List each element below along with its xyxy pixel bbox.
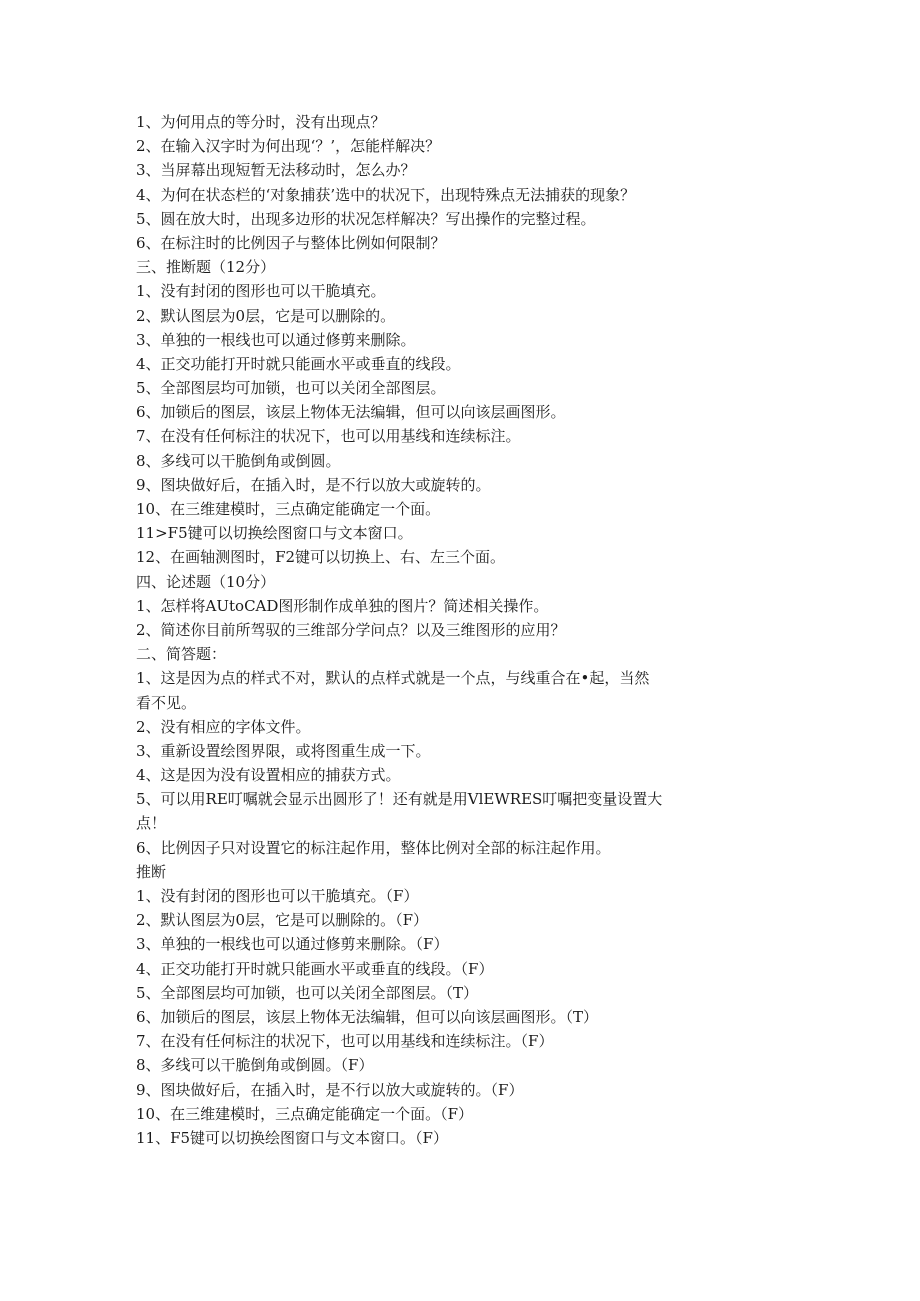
text-line: 6、比例因子只对设置它的标注起作用，整体比例对全部的标注起作用。 <box>136 838 611 857</box>
text-line: 2、默认图层为0层，它是可以删除的。（F） <box>136 911 428 930</box>
text-line: 8、多线可以干脆倒角或倒圆。 <box>136 451 341 470</box>
text-line: 5、可以用RE叮嘱就会显示出圆形了！还有就是用VlEWRES叮嘱把变量设置大 <box>136 790 663 809</box>
text-line: 5、全部图层均可加锁，也可以关闭全部图层。 <box>136 379 446 398</box>
text-line: 5、圆在放大时，出现多边形的状况怎样解决？写出操作的完整过程。 <box>136 209 596 228</box>
text-line: 3、当屏幕出现短暂无法移动时，怎么办？ <box>136 161 416 180</box>
text-line: 2、在输入汉字时为何出现‘？’，怎能样解决？ <box>136 137 441 156</box>
text-line: 1、为何用点的等分时，没有出现点？ <box>136 113 386 131</box>
text-line: 6、加锁后的图层，该层上物体无法编辑，但可以向该层画图形。 <box>136 403 566 422</box>
text-line: 2、没有相应的字体文件。 <box>136 717 311 736</box>
text-line: 四、论述题（10分） <box>136 572 276 591</box>
text-line: 4、正交功能打开时就只能画水平或垂直的线段。（F） <box>136 959 494 978</box>
text-line: 6、在标注时的比例因子与整体比例如何限制？ <box>136 233 446 252</box>
text-line: 12、在画轴测图时，F2键可以切换上、右、左三个面。 <box>136 548 506 567</box>
text-line: 4、正交功能打开时就只能画水平或垂直的线段。 <box>136 354 461 373</box>
text-line: 10、在三维建模时，三点确定能确定一个面。（F） <box>136 1104 473 1123</box>
text-line: 10、在三维建模时，三点确定能确定一个面。 <box>136 500 441 518</box>
text-line: 11、F5键可以切换绘图窗口与文本窗口。（F） <box>136 1128 448 1147</box>
text-line: 4、这是因为没有设置相应的捕获方式。 <box>136 766 401 785</box>
text-line: 4、为何在状态栏的‘对象捕获’选中的状况下，出现特殊点无法捕获的现象？ <box>136 185 636 204</box>
text-line: 2、简述你目前所驾驭的三维部分学问点？以及三维图形的应用？ <box>136 620 566 639</box>
text-line: 9、图块做好后，在插入时，是不行以放大或旋转的。（F） <box>136 1080 524 1099</box>
text-line: 3、单独的一根线也可以通过修剪来删除。（F） <box>136 935 449 954</box>
text-line: 看不见。 <box>136 693 197 712</box>
text-line: 二、简答题： <box>136 645 227 664</box>
text-line: 点！ <box>136 814 167 833</box>
text-line: 9、图块做好后，在插入时，是不行以放大或旋转的。 <box>136 475 491 494</box>
text-line: 8、多线可以干脆倒角或倒圆。（F） <box>136 1056 374 1075</box>
text-line: 1、没有封闭的图形也可以干脆填充。（F） <box>136 887 419 905</box>
text-line: 3、单独的一根线也可以通过修剪来删除。 <box>136 330 416 349</box>
text-line: 6、加锁后的图层，该层上物体无法编辑，但可以向该层画图形。（T） <box>136 1007 599 1026</box>
text-line: 11>F5键可以切换绘图窗口与文本窗口。 <box>136 524 413 543</box>
text-line: 3、重新设置绘图界限，或将图重生成一下。 <box>136 741 431 760</box>
text-line: 2、默认图层为0层，它是可以删除的。 <box>136 306 396 325</box>
text-line: 1、怎样将AUtoCAD图形制作成单独的图片？简述相关操作。 <box>136 596 549 615</box>
text-line: 1、这是因为点的样式不对，默认的点样式就是一个点，与线重合在•起，当然 <box>136 669 650 688</box>
text-line: 三、推断题（12分） <box>136 258 276 277</box>
text-line: 5、全部图层均可加锁，也可以关闭全部图层。（T） <box>136 983 479 1002</box>
text-line: 推断 <box>136 862 167 881</box>
text-line: 7、在没有任何标注的状况下，也可以用基线和连续标注。（F） <box>136 1032 554 1051</box>
text-line: 7、在没有任何标注的状况下，也可以用基线和连续标注。 <box>136 427 521 446</box>
text-line: 1、没有封闭的图形也可以干脆填充。 <box>136 282 386 301</box>
document-page <box>136 110 786 1150</box>
